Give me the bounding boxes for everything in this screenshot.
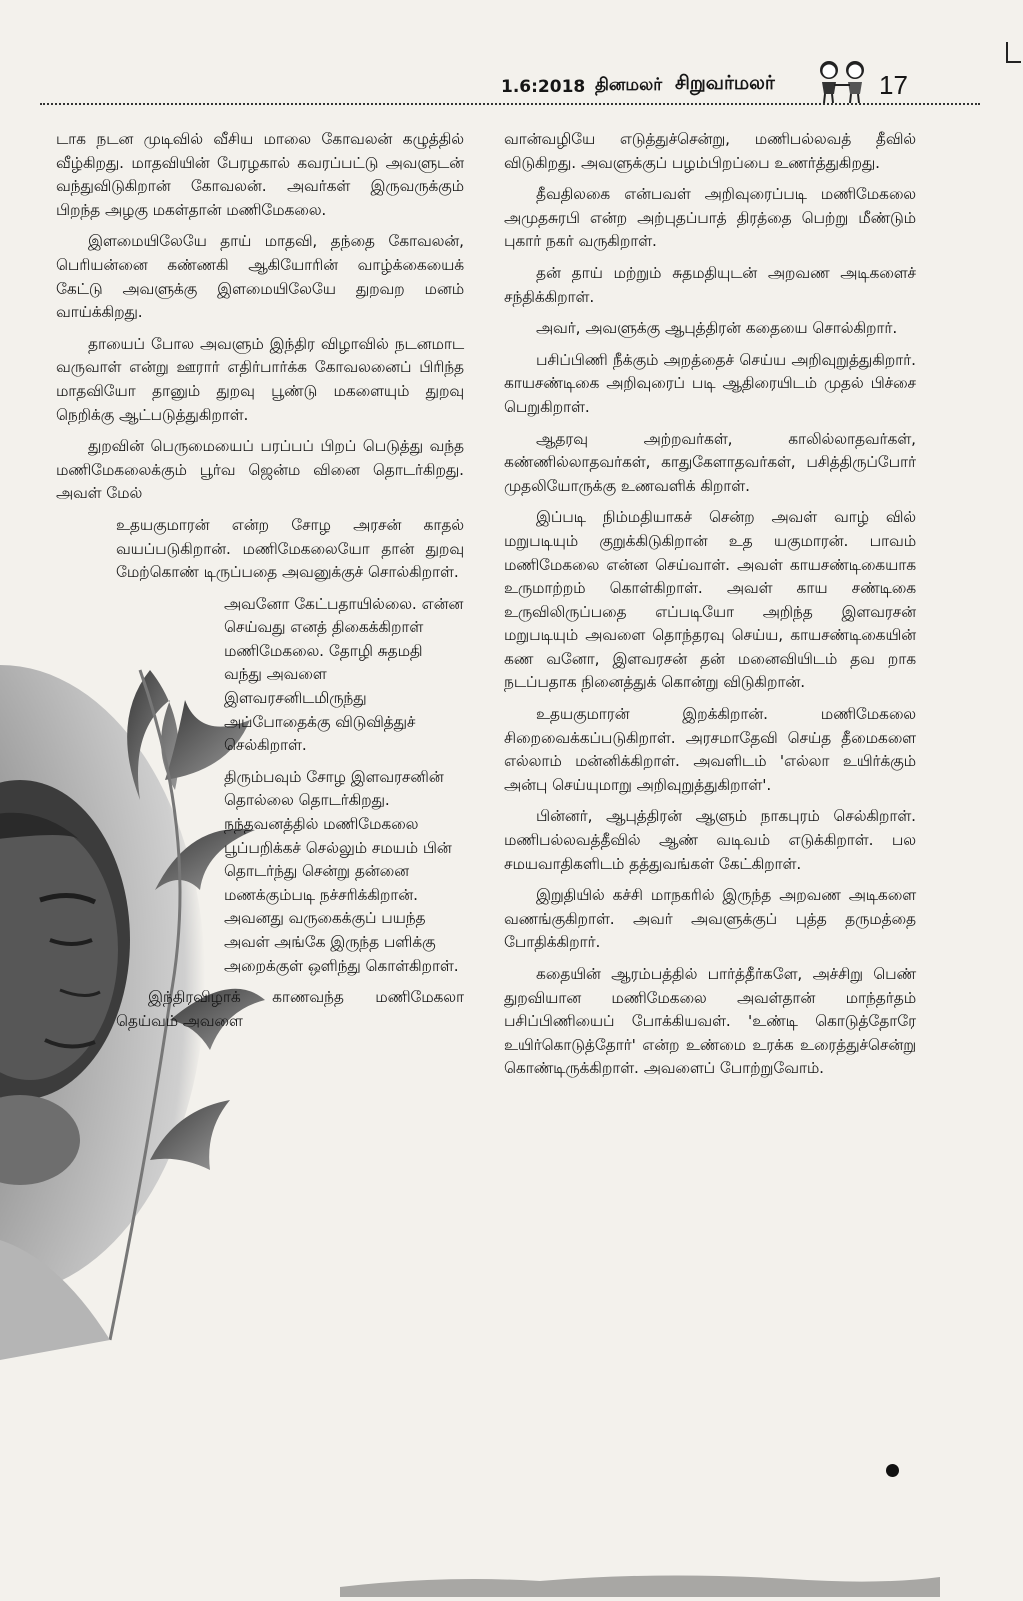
- left-paragraph-4: துறவின் பெருமையைப் பரப்பப் பிறப் பெடுத்து வந்த மணிமேகலைக்கும் பூர்வ ஜென்ம வினை தொடர்கிறது. அவள் மேல்: [56, 437, 464, 503]
- header-divider: [40, 103, 980, 105]
- header-paper-name: தினமலர்: [595, 75, 663, 95]
- right-paragraph-6: ஆதரவு அற்றவர்கள், காலில்லாதவர்கள், கண்ணில்லாதவர்கள், காதுகேளாதவர்கள், பசித்திருப்போர் முதலியோருக்கு உணவளிக் கிறாள்.: [504, 429, 916, 495]
- header-date: 1.6:2018: [501, 77, 586, 97]
- right-paragraph-4: அவர், அவளுக்கு ஆபுத்திரன் கதையை சொல்கிறார்.: [536, 319, 898, 338]
- right-paragraph-5: பசிப்பிணி நீக்கும் அறத்தைச் செய்ய அறிவுறுத்துகிறார். காயசண்டிகை அறிவுரைப் படி ஆதிரையிடம் முதல் பிச்சை பெறுகிறாள்.: [504, 350, 916, 416]
- right-paragraph-10: இறுதியில் கச்சி மாநகரில் இருந்த அறவண அடிகளை வணங்குகிறாள். அவர் அவளுக்குப் புத்த தருமத்தை போதிக்கிறார்.: [504, 886, 916, 952]
- left-paragraph-6: அவனோ கேட்பதாயில்லை. என்ன செய்வது எனத் திகைக்கிறாள் மணிமேகலை. தோழி சுதமதி வந்து அவளை இளவரசனிடமிருந்து அப்போதைக்கு விடுவித்துச் செல்கிறாள்.: [224, 594, 464, 755]
- left-paragraph-8: இந்திரவிழாக் காணவந்த மணிமேகலா தெய்வம் அவளை: [116, 988, 464, 1030]
- right-paragraph-3: தன் தாய் மற்றும் சுதமதியுடன் அறவண அடிகளைச் சந்திக்கிறாள்.: [504, 263, 916, 306]
- right-paragraph-2: தீவதிலகை என்பவள் அறிவுரைப்படி மணிமேகலை அமுதசுரபி என்ற அற்புதப்பாத் திரத்தை பெற்று மீண்டும் புகார் நகர் வருகிறாள்.: [504, 185, 916, 251]
- right-paragraph-8: உதயகுமாரன் இறக்கிறான். மணிமேகலை சிறைவைக்கப்படுகிறாள். அரசமாதேவி செய்த தீமைகளை எல்லாம் மன்னிக்கிறாள். அவளிடம் 'எல்லா உயிர்க்கும் அன்பு செய்யுமாறு அறிவுறுத்துகிறாள்'.: [504, 705, 916, 794]
- kids-holding-hands-icon: [812, 58, 872, 108]
- right-paragraph-11: கதையின் ஆரம்பத்தில் பார்த்தீர்களே, அச்சிறு பெண் துறவியான மணிமேகலை அவள்தான் மாந்தர்தம் பசிப்பிணியைப் போக்கியவள். 'உண்டி கொடுத்தோரே உயிர்கொடுத்தோர்' என்ற உண்மை உரக்க உரைத்துச்சென்று கொண்டிருக்கிறாள். அவளைப் போற்றுவோம்.: [504, 965, 916, 1078]
- left-paragraph-7: திரும்பவும் சோழ இளவரசனின் தொல்லை தொடர்கிறது. நந்தவனத்தில் மணிமேகலை பூப்பறிக்கச் செல்லும் சமயம் பின் தொடர்ந்து சென்று தன்னை மணக்கும்படி நச்சரிக்கிறான். அவனது வருகைக்குப் பயந்த அவள் அங்கே இருந்த பளிக்கு அறைக்குள் ஒளிந்து கொள்கிறாள்.: [224, 767, 459, 975]
- header-supplement-name: சிறுவர்மலர்: [675, 72, 775, 94]
- corner-fold-mark: [1003, 40, 1023, 84]
- bottom-scan-edge: [340, 1567, 940, 1601]
- right-paragraph-9: பின்னர், ஆபுத்திரன் ஆளும் நாகபுரம் செல்கிறாள். மணிபல்லவத்தீவில் ஆண் வடிவம் எடுக்கிறாள். பல சமயவாதிகளிடம் தத்துவங்கள் கேட்கிறாள்.: [504, 807, 916, 873]
- left-paragraph-3: தாயைப் போல அவளும் இந்திர விழாவில் நடனமாட வருவாள் என்று ஊரார் எதிர்பார்க்க கோவலனைப் பிரிந்த மாதவியோ தானும் துறவு பூண்டு மகளையும் துறவு நெறிக்கு ஆட்படுத்துகிறாள்.: [56, 334, 464, 424]
- left-paragraph-2: இளமையிலேயே தாய் மாதவி, தந்தை கோவலன், பெரியன்னை கண்ணகி ஆகியோரின் வாழ்க்கையைக் கேட்டு அவளுக்கு இளமையிலேயே துறவற மனம் வாய்க்கிறது.: [56, 232, 464, 322]
- end-of-article-dot: [886, 1464, 899, 1477]
- right-paragraph-1: வான்வழியே எடுத்துச்சென்று, மணிபல்லவத் தீவில் விடுகிறது. அவளுக்குப் பழம்பிறப்பை உணர்த்துகிறது.: [504, 130, 916, 172]
- right-paragraph-7: இப்படி நிம்மதியாகச் சென்ற அவள் வாழ் வில் மறுபடியும் குறுக்கிடுகிறான் உத யகுமாரன். பாவம் மணிமேகலை என்ன செய்வாள். அவள் காயசண்டிகையாக உருமாற்றம் கொள்கிறாள். அவள் காய சண்டிகை உருவிலிருப்பதை எப்படியோ அறிந்த இளவரசன் மறுபடியும் அவளை தொந்தரவு செய்ய, காயசண்டிகையின் கண வனோ, இளவரசன் தன் மனைவியிடம் தவ றாக நடப்பதாக நினைத்துக் கொன்று விடுகிறான்.: [504, 508, 916, 692]
- left-paragraph-5: உதயகுமாரன் என்ற சோழ அரசன் காதல் வயப்படுகிறான். மணிமேகலையோ தான் துறவு மேற்கொண் டிருப்பதை அவனுக்குச் சொல்கிறாள்.: [116, 515, 464, 582]
- page-number: 17: [879, 70, 908, 100]
- right-article-column: [504, 128, 916, 1089]
- left-paragraph-1: டாக நடன முடிவில் வீசிய மாலை கோவலன் கழுத்தில் வீழ்கிறது. மாதவியின் பேரழகால் கவரப்பட்டு அவளுடன் வந்துவிடுகிறான் கோவலன். அவர்கள் இருவருக்கும் பிறந்த அழகு மகள்தான் மணிமேகலை.: [56, 130, 464, 219]
- left-article-column: [56, 128, 464, 1041]
